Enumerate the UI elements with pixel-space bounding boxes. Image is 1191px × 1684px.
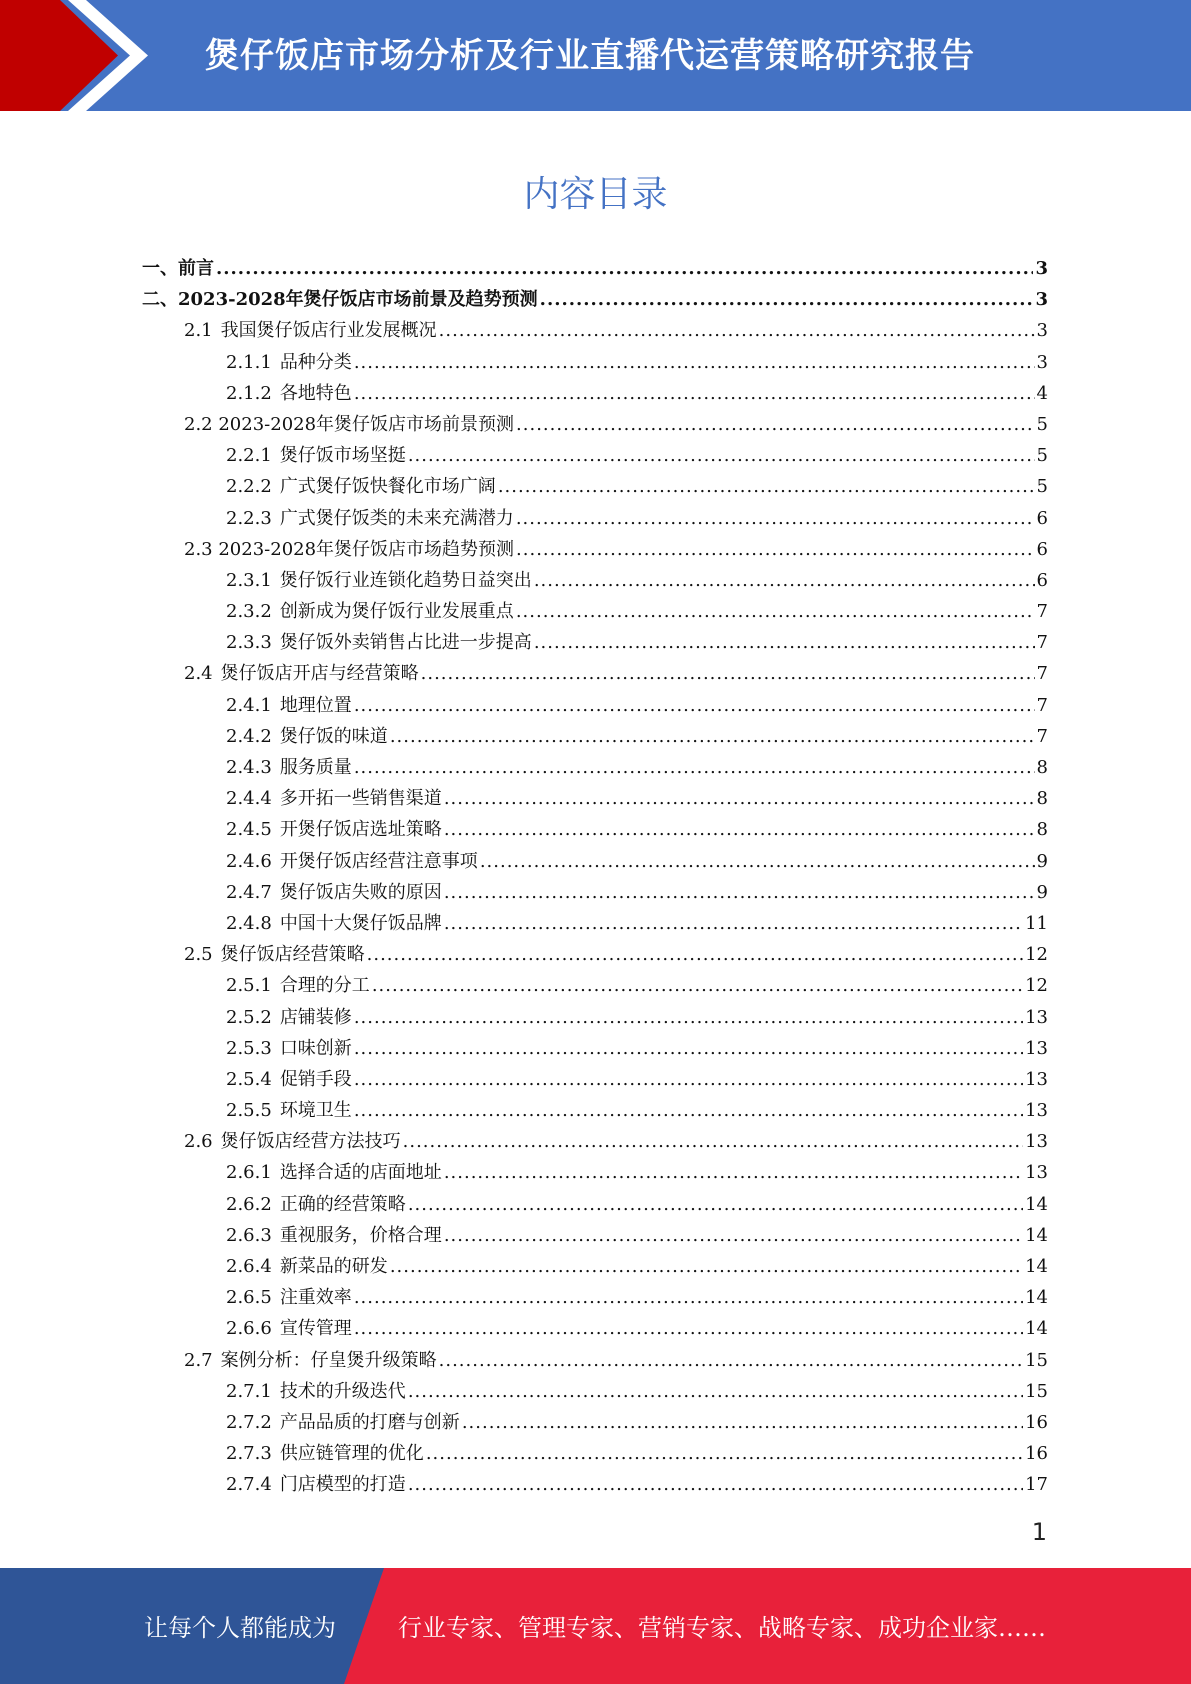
toc-entry-label	[226, 440, 406, 471]
toc-entry-label	[226, 1282, 352, 1313]
toc-entry-page: 13	[1025, 1037, 1048, 1059]
toc-entry[interactable]	[142, 846, 1048, 877]
toc-entry-text: 地理位置	[279, 694, 352, 716]
toc-entry-page: 17	[1025, 1474, 1048, 1496]
toc-entry-number: 2.5	[184, 944, 213, 966]
toc-entry-text: 选择合适的店面地址	[279, 1162, 442, 1184]
toc-entry-number: 2.4.8	[226, 912, 272, 934]
toc-entry-number: 2.4.5	[226, 819, 272, 841]
toc-entry[interactable]	[142, 440, 1048, 471]
toc-entry[interactable]	[142, 783, 1048, 814]
toc-entry[interactable]	[142, 939, 1048, 970]
toc-dot-leader	[354, 1064, 1023, 1095]
toc-entry-number: 2.5.4	[226, 1068, 272, 1090]
toc-entry-number: 2.1.1	[226, 351, 272, 373]
toc-entry[interactable]	[142, 814, 1048, 845]
toc-dot-leader	[516, 503, 1035, 534]
toc-entry-label	[226, 970, 370, 1001]
toc-entry-page: 4	[1036, 382, 1048, 404]
toc-entry-page: 11	[1025, 912, 1048, 934]
table-of-contents	[142, 253, 1048, 1501]
toc-entry-page: 6	[1036, 538, 1048, 560]
toc-entry-text: 广式煲仔饭快餐化市场广阔	[279, 476, 496, 498]
toc-entry[interactable]	[142, 970, 1048, 1001]
toc-entry-label	[142, 253, 214, 284]
toc-dot-leader	[444, 1157, 1023, 1188]
toc-dot-leader	[421, 658, 1035, 689]
toc-entry-page: 7	[1036, 632, 1048, 654]
toc-dot-leader	[516, 409, 1035, 440]
toc-entry[interactable]	[142, 409, 1048, 440]
toc-entry-number: 2.6.4	[226, 1256, 272, 1277]
toc-entry-number: 2.5.1	[226, 975, 272, 997]
toc-dot-leader	[354, 1002, 1023, 1033]
toc-entry-number: 2.7.4	[226, 1474, 272, 1496]
toc-entry[interactable]	[142, 284, 1048, 315]
toc-entry-number: 2.5.5	[226, 1100, 272, 1122]
toc-entry-number: 2.7.2	[226, 1411, 272, 1433]
toc-entry-number: 2.4	[184, 663, 213, 685]
toc-entry-page: 3	[1035, 258, 1048, 279]
toc-entry-page: 12	[1025, 975, 1048, 997]
toc-entry-text: 2.2 2023-2028年煲仔饭店市场前景预测	[184, 413, 515, 435]
toc-entry-page: 14	[1025, 1193, 1048, 1215]
toc-entry-text: 2.3 2023-2028年煲仔饭店市场趋势预测	[184, 538, 515, 560]
toc-entry-page: 3	[1036, 320, 1048, 342]
toc-entry[interactable]	[142, 1376, 1048, 1407]
toc-dot-leader	[354, 752, 1035, 783]
toc-entry-text: 供应链管理的优化	[279, 1443, 424, 1465]
toc-entry[interactable]	[142, 877, 1048, 908]
toc-entry-page: 8	[1036, 819, 1048, 841]
toc-dot-leader	[426, 1438, 1023, 1469]
toc-entry[interactable]	[142, 1282, 1048, 1313]
toc-entry-number: 2.4.2	[226, 725, 272, 747]
toc-entry-label	[184, 409, 514, 440]
toc-entry-number: 2.2.3	[226, 507, 272, 529]
toc-dot-leader	[444, 908, 1023, 939]
toc-entry-number: 2.6.3	[226, 1224, 272, 1246]
toc-dot-leader	[540, 284, 1034, 315]
toc-entry-text: 开煲仔饭店经营注意事项	[279, 850, 478, 872]
toc-entry-page: 6	[1036, 507, 1048, 529]
toc-entry-text: 新菜品的研发	[279, 1256, 388, 1277]
toc-entry-label	[226, 846, 478, 877]
toc-entry-text: 多开拓一些销售渠道	[279, 788, 442, 810]
toc-entry-page: 15	[1025, 1380, 1048, 1402]
toc-entry-label	[184, 658, 419, 689]
toc-dot-leader	[403, 1126, 1023, 1157]
toc-entry-page: 16	[1025, 1411, 1048, 1433]
toc-entry-number: 2.3.2	[226, 601, 272, 623]
toc-entry-page: 14	[1025, 1224, 1048, 1246]
toc-entry-text: 我国煲仔饭店行业发展概况	[220, 320, 437, 342]
toc-dot-leader	[390, 721, 1035, 752]
toc-entry-text: 煲仔饭行业连锁化趋势日益突出	[279, 569, 532, 591]
toc-entry[interactable]	[142, 658, 1048, 689]
toc-entry-page: 14	[1025, 1256, 1048, 1277]
toc-heading: 内容目录	[523, 174, 668, 215]
footer-slogan-left: 让每个人都能成为	[144, 1614, 336, 1642]
toc-entry[interactable]	[142, 690, 1048, 721]
toc-entry-number: 2.4.7	[226, 881, 272, 903]
toc-dot-leader	[372, 970, 1023, 1001]
toc-entry-page: 5	[1036, 476, 1048, 498]
toc-entry-page: 14	[1025, 1287, 1048, 1309]
toc-entry-page: 8	[1036, 788, 1048, 810]
toc-dot-leader	[216, 253, 1033, 284]
toc-entry-label	[226, 503, 514, 534]
toc-entry-label	[226, 877, 442, 908]
toc-entry-text: 产品品质的打磨与创新	[279, 1411, 460, 1433]
toc-entry-label	[226, 814, 442, 845]
toc-entry-label	[184, 534, 514, 565]
toc-dot-leader	[408, 1376, 1023, 1407]
toc-entry[interactable]	[142, 1469, 1048, 1500]
toc-entry-page: 7	[1036, 725, 1048, 747]
toc-entry-number: 2.2.1	[226, 445, 272, 467]
toc-entry-label	[226, 1469, 406, 1500]
toc-entry-page: 12	[1025, 944, 1048, 966]
toc-entry[interactable]	[142, 721, 1048, 752]
toc-entry-label	[226, 1002, 352, 1033]
toc-entry-label	[226, 752, 352, 783]
toc-dot-leader	[408, 1469, 1023, 1500]
toc-entry-text: 开煲仔饭店选址策略	[279, 819, 442, 841]
toc-entry-text: 案例分析：仔皇煲升级策略	[220, 1349, 437, 1371]
toc-dot-leader	[354, 1033, 1023, 1064]
report-title: 煲仔饭店市场分析及行业直播代运营策略研究报告	[205, 36, 975, 76]
toc-entry-number: 2.2.2	[226, 476, 272, 498]
toc-entry-label	[226, 783, 442, 814]
toc-entry-text: 正确的经营策略	[279, 1193, 406, 1215]
toc-entry-text: 口味创新	[279, 1037, 352, 1059]
toc-entry-label	[184, 315, 437, 346]
toc-entry-page: 13	[1025, 1131, 1048, 1153]
toc-entry-number: 2.6.6	[226, 1318, 272, 1340]
toc-entry-page: 9	[1036, 881, 1048, 903]
toc-entry-text: 环境卫生	[279, 1100, 352, 1122]
toc-entry-text: 品种分类	[279, 351, 352, 373]
toc-entry[interactable]	[142, 347, 1048, 378]
footer-slogan-right: 行业专家、管理专家、营销专家、战略专家、成功企业家……	[398, 1614, 1046, 1642]
toc-entry[interactable]	[142, 1407, 1048, 1438]
toc-entry[interactable]	[142, 1220, 1048, 1251]
toc-entry[interactable]	[142, 1251, 1048, 1282]
toc-entry-label	[226, 1064, 352, 1095]
toc-dot-leader	[354, 690, 1035, 721]
toc-entry[interactable]	[142, 908, 1048, 939]
toc-entry-page: 13	[1025, 1162, 1048, 1184]
toc-entry-label	[226, 1407, 460, 1438]
toc-dot-leader	[390, 1251, 1023, 1282]
toc-entry[interactable]	[142, 596, 1048, 627]
toc-entry-text: 服务质量	[279, 757, 352, 778]
toc-entry-page: 15	[1025, 1349, 1048, 1371]
toc-dot-leader	[354, 347, 1035, 378]
toc-entry-text: 合理的分工	[279, 975, 370, 997]
toc-entry-text: 技术的升级迭代	[279, 1380, 406, 1402]
toc-dot-leader	[354, 378, 1035, 409]
page-header	[0, 0, 1191, 111]
toc-entry-label	[226, 1376, 406, 1407]
toc-entry-text: 煲仔饭店开店与经营策略	[220, 663, 419, 685]
toc-entry[interactable]	[142, 627, 1048, 658]
toc-entry-text: 煲仔饭市场坚挺	[279, 445, 406, 467]
toc-dot-leader	[439, 1345, 1023, 1376]
toc-entry[interactable]	[142, 1002, 1048, 1033]
toc-entry-label	[184, 1345, 437, 1376]
toc-dot-leader	[444, 783, 1035, 814]
toc-entry[interactable]	[142, 1438, 1048, 1469]
toc-entry-text: 煲仔饭店经营策略	[220, 944, 365, 966]
toc-entry-text: 注重效率	[279, 1287, 352, 1309]
toc-entry-number: 2.5.2	[226, 1006, 272, 1028]
toc-entry-number: 2.6.2	[226, 1193, 272, 1215]
toc-entry[interactable]	[142, 503, 1048, 534]
toc-entry-text: 煲仔饭店失败的原因	[279, 881, 442, 903]
toc-dot-leader	[354, 1095, 1023, 1126]
toc-dot-leader	[444, 1220, 1023, 1251]
toc-entry-label	[226, 721, 388, 752]
toc-entry-label	[226, 565, 532, 596]
toc-dot-leader	[444, 877, 1035, 908]
toc-entry-text: 广式煲仔饭类的未来充满潜力	[279, 507, 514, 529]
toc-dot-leader	[354, 1313, 1023, 1344]
toc-entry-label	[226, 1220, 442, 1251]
toc-entry-label	[226, 347, 352, 378]
toc-entry[interactable]	[142, 1189, 1048, 1220]
toc-entry-page: 7	[1036, 601, 1048, 623]
toc-entry-text: 二、2023-2028年煲仔饭店市场前景及趋势预测	[142, 289, 538, 311]
toc-entry-label	[226, 596, 514, 627]
toc-entry[interactable]	[142, 1126, 1048, 1157]
toc-entry-label	[226, 1095, 352, 1126]
toc-entry[interactable]	[142, 1064, 1048, 1095]
toc-entry-number: 2.4.6	[226, 850, 272, 872]
toc-entry-page: 5	[1036, 413, 1048, 435]
toc-entry-page: 3	[1036, 351, 1048, 373]
toc-entry-text: 重视服务，价格合理	[279, 1224, 442, 1246]
toc-entry[interactable]	[142, 1313, 1048, 1344]
toc-entry-number: 2.7.1	[226, 1380, 272, 1402]
toc-entry-number: 2.4.1	[226, 694, 272, 716]
page-number: 1	[1031, 1518, 1047, 1546]
toc-dot-leader	[534, 627, 1035, 658]
toc-entry-label	[226, 1313, 352, 1344]
toc-entry-number: 2.6.1	[226, 1162, 272, 1184]
toc-entry-page: 7	[1036, 694, 1048, 716]
toc-dot-leader	[480, 846, 1035, 877]
toc-entry[interactable]	[142, 534, 1048, 565]
toc-entry-text: 店铺装修	[279, 1006, 352, 1028]
toc-entry-number: 2.6.5	[226, 1287, 272, 1309]
toc-entry-text: 煲仔饭外卖销售占比进一步提高	[279, 632, 532, 654]
toc-entry-number: 2.1	[184, 320, 213, 342]
toc-dot-leader	[444, 814, 1035, 845]
toc-dot-leader	[498, 471, 1035, 502]
toc-entry-number: 2.3.1	[226, 569, 272, 591]
toc-entry-label	[226, 1251, 388, 1282]
toc-entry-text: 各地特色	[279, 382, 352, 404]
toc-entry-page: 3	[1035, 289, 1048, 311]
toc-entry[interactable]	[142, 253, 1048, 284]
toc-dot-leader	[462, 1407, 1023, 1438]
toc-entry-number: 2.3.3	[226, 632, 272, 654]
toc-entry-page: 8	[1036, 757, 1048, 778]
toc-entry[interactable]	[142, 1157, 1048, 1188]
chevron-arrow-icon	[0, 0, 160, 111]
toc-dot-leader	[408, 1189, 1023, 1220]
toc-entry-page: 6	[1036, 569, 1048, 591]
toc-entry-number: 2.1.2	[226, 382, 272, 404]
toc-entry-label	[226, 378, 352, 409]
toc-entry-label	[226, 471, 496, 502]
toc-entry-label	[226, 1033, 352, 1064]
toc-entry-number: 2.4.4	[226, 788, 272, 810]
toc-entry-label	[226, 627, 532, 658]
toc-entry-text: 宣传管理	[279, 1318, 352, 1340]
toc-entry[interactable]	[142, 378, 1048, 409]
toc-entry-page: 9	[1036, 850, 1048, 872]
toc-entry-page: 16	[1025, 1443, 1048, 1465]
toc-entry-number: 2.7.3	[226, 1443, 272, 1465]
toc-dot-leader	[516, 534, 1035, 565]
toc-entry-page: 7	[1036, 663, 1048, 685]
toc-entry-page: 14	[1025, 1318, 1048, 1340]
toc-entry-text: 门店模型的打造	[279, 1474, 406, 1496]
toc-entry-text: 促销手段	[279, 1068, 352, 1090]
toc-entry-text: 煲仔饭的味道	[279, 725, 388, 747]
toc-entry[interactable]	[142, 1033, 1048, 1064]
toc-entry[interactable]	[142, 565, 1048, 596]
toc-entry-label	[226, 690, 352, 721]
toc-dot-leader	[354, 1282, 1023, 1313]
toc-dot-leader	[367, 939, 1023, 970]
toc-entry-number: 2.7	[184, 1349, 213, 1371]
toc-entry-text: 煲仔饭店经营方法技巧	[220, 1131, 401, 1153]
toc-entry[interactable]	[142, 1095, 1048, 1126]
toc-dot-leader	[534, 565, 1035, 596]
toc-dot-leader	[408, 440, 1035, 471]
toc-entry-text: 一、前言	[142, 258, 214, 279]
toc-entry[interactable]	[142, 1345, 1048, 1376]
page-footer	[0, 1568, 1191, 1684]
toc-entry-label	[184, 939, 365, 970]
toc-entry-label	[226, 1438, 424, 1469]
toc-entry-page: 13	[1025, 1006, 1048, 1028]
toc-entry-page: 13	[1025, 1068, 1048, 1090]
toc-entry-page: 13	[1025, 1100, 1048, 1122]
toc-entry-number: 2.4.3	[226, 757, 272, 778]
toc-entry-text: 中国十大煲仔饭品牌	[279, 912, 442, 934]
toc-entry-page: 5	[1036, 445, 1048, 467]
toc-entry[interactable]	[142, 752, 1048, 783]
toc-entry-number: 2.5.3	[226, 1037, 272, 1059]
toc-dot-leader	[516, 596, 1035, 627]
toc-entry-label	[184, 1126, 401, 1157]
toc-entry-label	[226, 1157, 442, 1188]
toc-entry[interactable]	[142, 315, 1048, 346]
toc-entry-label	[226, 908, 442, 939]
toc-dot-leader	[439, 315, 1035, 346]
toc-entry-label	[226, 1189, 406, 1220]
toc-entry-number: 2.6	[184, 1131, 213, 1153]
toc-entry-text: 创新成为煲仔饭行业发展重点	[279, 601, 514, 623]
toc-entry-label	[142, 284, 538, 315]
toc-entry[interactable]	[142, 471, 1048, 502]
